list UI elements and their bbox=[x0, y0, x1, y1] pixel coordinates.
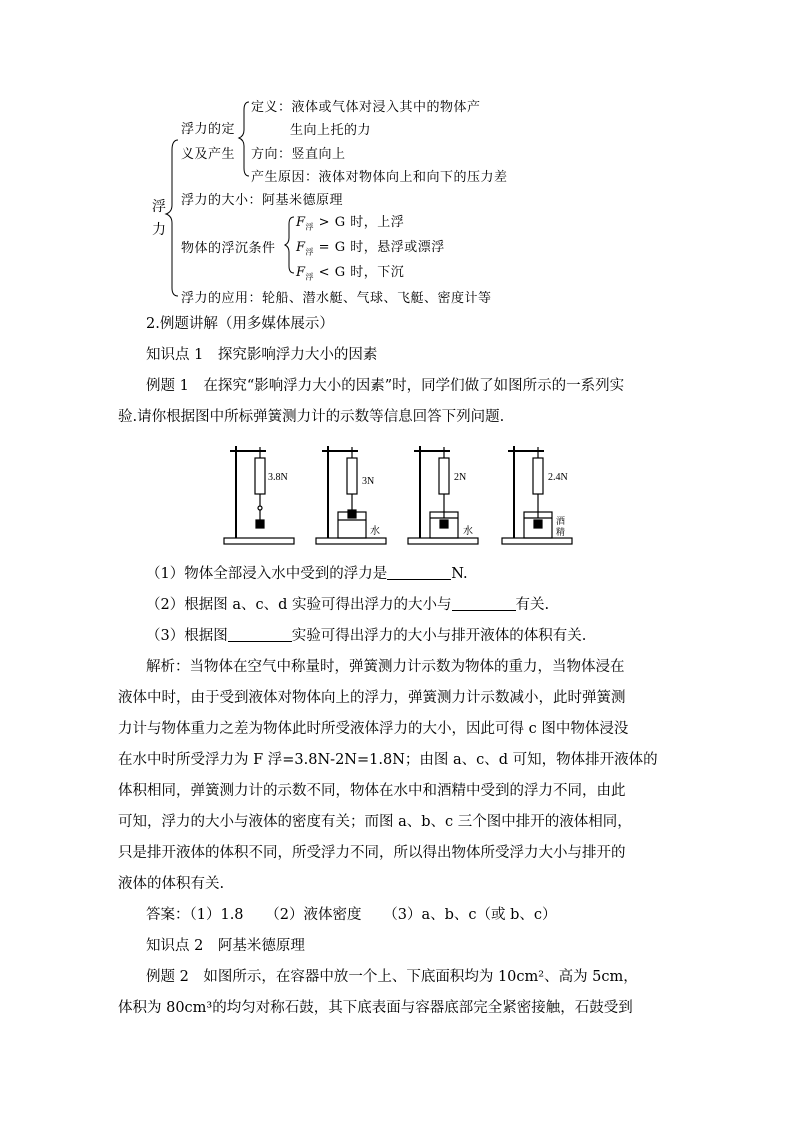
example2-line-2: 体积为 80cm³的均匀对称石鼓，其下底表面与容器底部完全紧密接触，石鼓受到 bbox=[118, 1000, 633, 1016]
knowledge-point-1: 知识点 1 探究影响浮力大小的因素 bbox=[146, 347, 378, 363]
example1-line-1: 例题 1 在探究“影响浮力大小的因素”时，同学们做了如图所示的一系列实 bbox=[146, 378, 625, 394]
definition-line-2: 生向上托的力 bbox=[290, 123, 372, 138]
q1-text: （1）物体全部浸入水中受到的浮力是 bbox=[146, 566, 388, 582]
condition-text: G 时，下沉 bbox=[334, 265, 405, 280]
question-3 bbox=[146, 624, 586, 645]
condition-row bbox=[296, 236, 445, 258]
direction-text: 方向：竖直向上 bbox=[251, 147, 346, 162]
experiment-figure bbox=[220, 432, 600, 552]
section-title: 2.例题讲解（用多媒体展示） bbox=[146, 316, 334, 332]
mindmap-root-char-2: 力 bbox=[152, 222, 166, 238]
q1-blank[interactable] bbox=[387, 565, 451, 580]
f-letter: F bbox=[296, 240, 306, 255]
condition-row bbox=[296, 211, 404, 233]
question-2 bbox=[146, 593, 549, 614]
magnitude-text: 浮力的大小：阿基米德原理 bbox=[181, 193, 344, 208]
analysis-line: 在水中时所受浮力为 F 浮=3.8N-2N=1.8N；由图 a、c、d 可知，物体排开液体的 bbox=[118, 752, 658, 768]
reading-a: 3.8N bbox=[268, 472, 288, 483]
example2-line-1: 例题 2 如图所示，在容器中放一个上、下底面积均为 10cm²、高为 5cm， bbox=[146, 969, 638, 985]
example1-line-2: 验.请你根据图中所标弹簧测力计的示数等信息回答下列问题. bbox=[118, 409, 505, 425]
f-letter: F bbox=[296, 265, 306, 280]
cause-text: 产生原因：液体对物体向上和向下的压力差 bbox=[251, 170, 508, 185]
analysis-line: 液体中时，由于受到液体对物体向上的浮力，弹簧测力计示数减小，此时弹簧测 bbox=[118, 690, 626, 706]
f-sub: 浮 bbox=[305, 272, 315, 282]
condition-row bbox=[296, 261, 404, 283]
condition-text: G 时，上浮 bbox=[334, 215, 405, 230]
q2-tail: 有关. bbox=[515, 597, 550, 613]
f-sub: 浮 bbox=[305, 222, 315, 232]
analysis-line: 只是排开液体的体积不同，所受浮力不同，所以得出物体所受浮力大小与排开的 bbox=[118, 845, 626, 861]
answer-text: 答案：（1）1.8 （2）液体密度 （3）a、b、c（或 b、c） bbox=[146, 907, 557, 923]
condition-rel: < bbox=[318, 265, 331, 280]
analysis-line: 液体的体积有关. bbox=[118, 876, 225, 892]
q1-unit: N. bbox=[451, 566, 468, 582]
float-label: 物体的浮沉条件 bbox=[181, 241, 276, 256]
q3-blank[interactable] bbox=[228, 627, 292, 642]
reading-b: 3N bbox=[362, 476, 375, 487]
liquid-label-d-1: 酒 bbox=[556, 516, 566, 526]
liquid-label-d-2: 精 bbox=[556, 527, 566, 537]
condition-rel: > bbox=[318, 215, 331, 230]
reading-d: 2.4N bbox=[548, 472, 568, 483]
analysis-line: 体积相同，弹簧测力计的示数不同，物体在水中和酒精中受到的浮力不同，由此 bbox=[118, 783, 626, 799]
analysis-line: 可知，浮力的大小与液体的密度有关；而图 a、b、c 三个图中排开的液体相同， bbox=[118, 814, 632, 830]
q3-text: （3）根据图 bbox=[146, 628, 228, 644]
apparatus-a bbox=[224, 446, 294, 544]
application-text: 浮力的应用：轮船、潜水艇、气球、飞艇、密度计等 bbox=[181, 291, 492, 306]
analysis-line: 力计与物体重力之差为物体此时所受液体浮力的大小，因此可得 c 图中物体浸没 bbox=[118, 721, 629, 737]
q2-blank[interactable] bbox=[452, 596, 516, 611]
condition-rel: = bbox=[318, 240, 331, 255]
analysis-line: 解析：当物体在空气中称量时，弹簧测力计示数为物体的重力，当物体浸在 bbox=[146, 659, 625, 675]
liquid-label-c: 水 bbox=[463, 526, 473, 537]
condition-text: G 时，悬浮或漂浮 bbox=[334, 240, 445, 255]
def-label-line-2: 义及产生 bbox=[181, 147, 236, 162]
definition-line-1: 定义：液体或气体对浸入其中的物体产 bbox=[251, 100, 481, 115]
knowledge-point-2: 知识点 2 阿基米德原理 bbox=[146, 938, 305, 954]
reading-c: 2N bbox=[454, 472, 467, 483]
q3-tail: 实验可得出浮力的大小与排开液体的体积有关. bbox=[291, 628, 587, 644]
question-1 bbox=[146, 562, 468, 583]
liquid-label-b: 水 bbox=[370, 526, 380, 537]
f-sub: 浮 bbox=[305, 247, 315, 257]
f-letter: F bbox=[296, 215, 306, 230]
def-label-line-1: 浮力的定 bbox=[181, 122, 236, 137]
q2-text: （2）根据图 a、c、d 实验可得出浮力的大小与 bbox=[146, 597, 452, 613]
mindmap-root-char-1: 浮 bbox=[152, 199, 166, 215]
